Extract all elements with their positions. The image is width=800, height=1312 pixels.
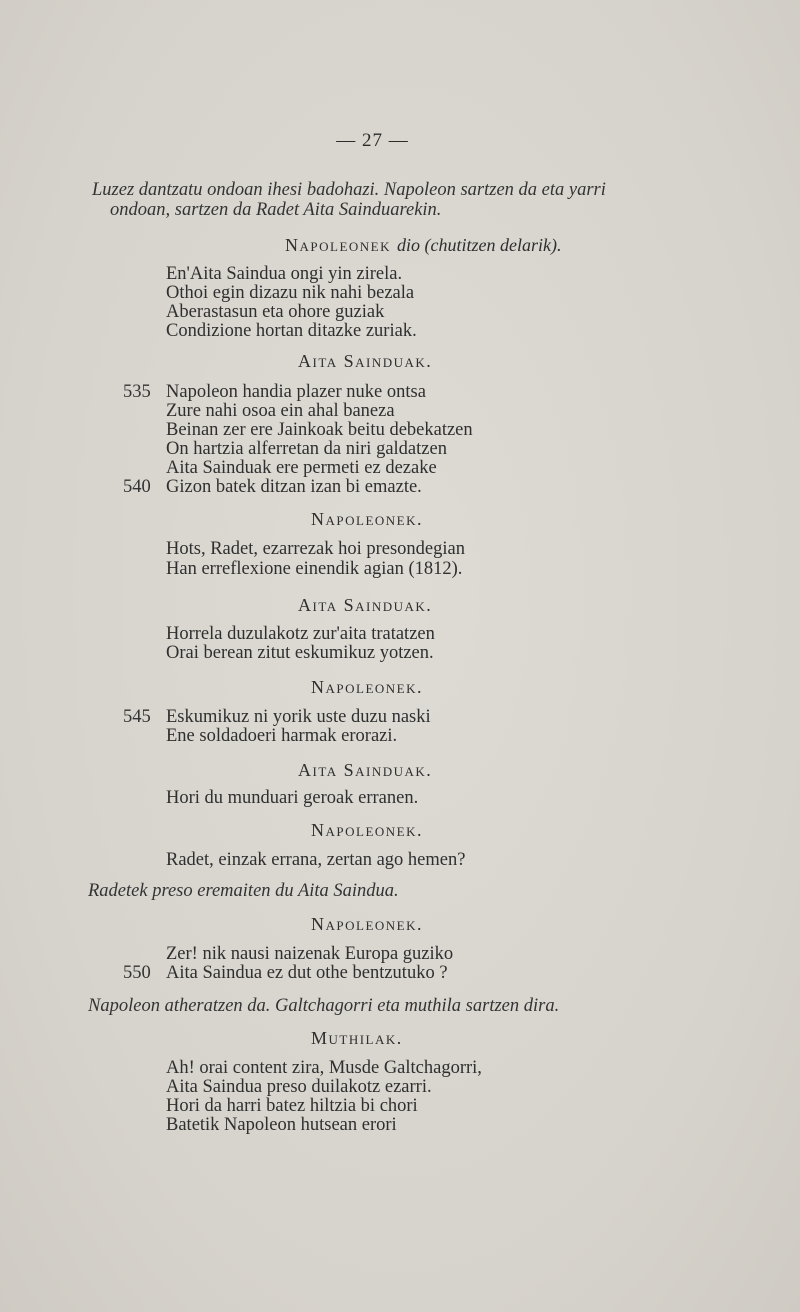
line-number: 545 xyxy=(123,707,151,727)
speaker-heading: Aita Sainduak. xyxy=(298,760,433,780)
verse-line: Eskumikuz ni yorik uste duzu naski xyxy=(166,707,431,727)
verse-line: Hori du munduari geroak erranen. xyxy=(166,788,419,808)
speaker-aside: dio (chutitzen delarik). xyxy=(397,235,562,255)
speaker-name: Napoleonek xyxy=(285,235,391,255)
verse-line: Zure nahi osoa ein ahal baneza xyxy=(166,401,395,421)
speaker-heading xyxy=(285,235,561,256)
stage-direction: Radetek preso eremaiten du Aita Saindua. xyxy=(88,881,399,901)
stage-direction: Napoleon atheratzen da. Galtchagorri eta muthila sartzen dira. xyxy=(88,996,560,1016)
verse-line: On hartzia alferretan da niri galdatzen xyxy=(166,439,447,459)
verse-line: Beinan zer ere Jainkoak beitu debekatzen xyxy=(166,420,473,440)
line-number: 550 xyxy=(123,963,151,983)
verse-line: Hots, Radet, ezarrezak hoi presondegian xyxy=(166,539,465,559)
verse-line: Orai berean zitut eskumikuz yotzen. xyxy=(166,643,434,663)
verse-line: Horrela duzulakotz zur'aita tratatzen xyxy=(166,624,435,644)
speaker-heading: Napoleonek. xyxy=(311,914,423,934)
verse-line: Han erreflexione einendik agian (1812). xyxy=(166,559,463,579)
verse-line: Gizon batek ditzan izan bi emazte. xyxy=(166,477,422,497)
line-number: 535 xyxy=(123,382,151,402)
verse-line: Aita Saindua preso duilakotz ezarri. xyxy=(166,1077,432,1097)
speaker-heading: Napoleonek. xyxy=(311,677,423,697)
speaker-heading: Aita Sainduak. xyxy=(298,595,433,615)
line-number: 540 xyxy=(123,477,151,497)
verse-line: Aita Sainduak ere permeti ez dezake xyxy=(166,458,437,478)
stage-direction: Luzez dantzatu ondoan ihesi badohazi. Napoleon sartzen da eta yarri xyxy=(92,180,606,200)
speaker-heading: Aita Sainduak. xyxy=(298,351,433,371)
verse-line: Ene soldadoeri harmak erorazi. xyxy=(166,726,398,746)
speaker-heading: Muthilak. xyxy=(311,1028,403,1048)
verse-line: Batetik Napoleon hutsean erori xyxy=(166,1115,397,1135)
page-number: — 27 — xyxy=(336,130,409,151)
verse-line: Napoleon handia plazer nuke ontsa xyxy=(166,382,426,402)
speaker-heading: Napoleonek. xyxy=(311,509,423,529)
verse-line: Aberastasun eta ohore guziak xyxy=(166,302,385,322)
verse-line: Othoi egin dizazu nik nahi bezala xyxy=(166,283,415,303)
speaker-heading: Napoleonek. xyxy=(311,820,423,840)
verse-line: Zer! nik nausi naizenak Europa guziko xyxy=(166,944,454,964)
verse-line: Condizione hortan ditazke zuriak. xyxy=(166,321,417,341)
verse-line: En'Aita Saindua ongi yin zirela. xyxy=(166,264,403,284)
verse-line: Ah! orai content zira, Musde Galtchagorri, xyxy=(166,1058,482,1078)
verse-line: Hori da harri batez hiltzia bi chori xyxy=(166,1096,418,1116)
stage-direction: ondoan, sartzen da Radet Aita Sainduarekin. xyxy=(110,200,442,220)
verse-line: Radet, einzak errana, zertan ago hemen? xyxy=(166,850,466,870)
verse-line: Aita Saindua ez dut othe bentzutuko ? xyxy=(166,963,448,983)
